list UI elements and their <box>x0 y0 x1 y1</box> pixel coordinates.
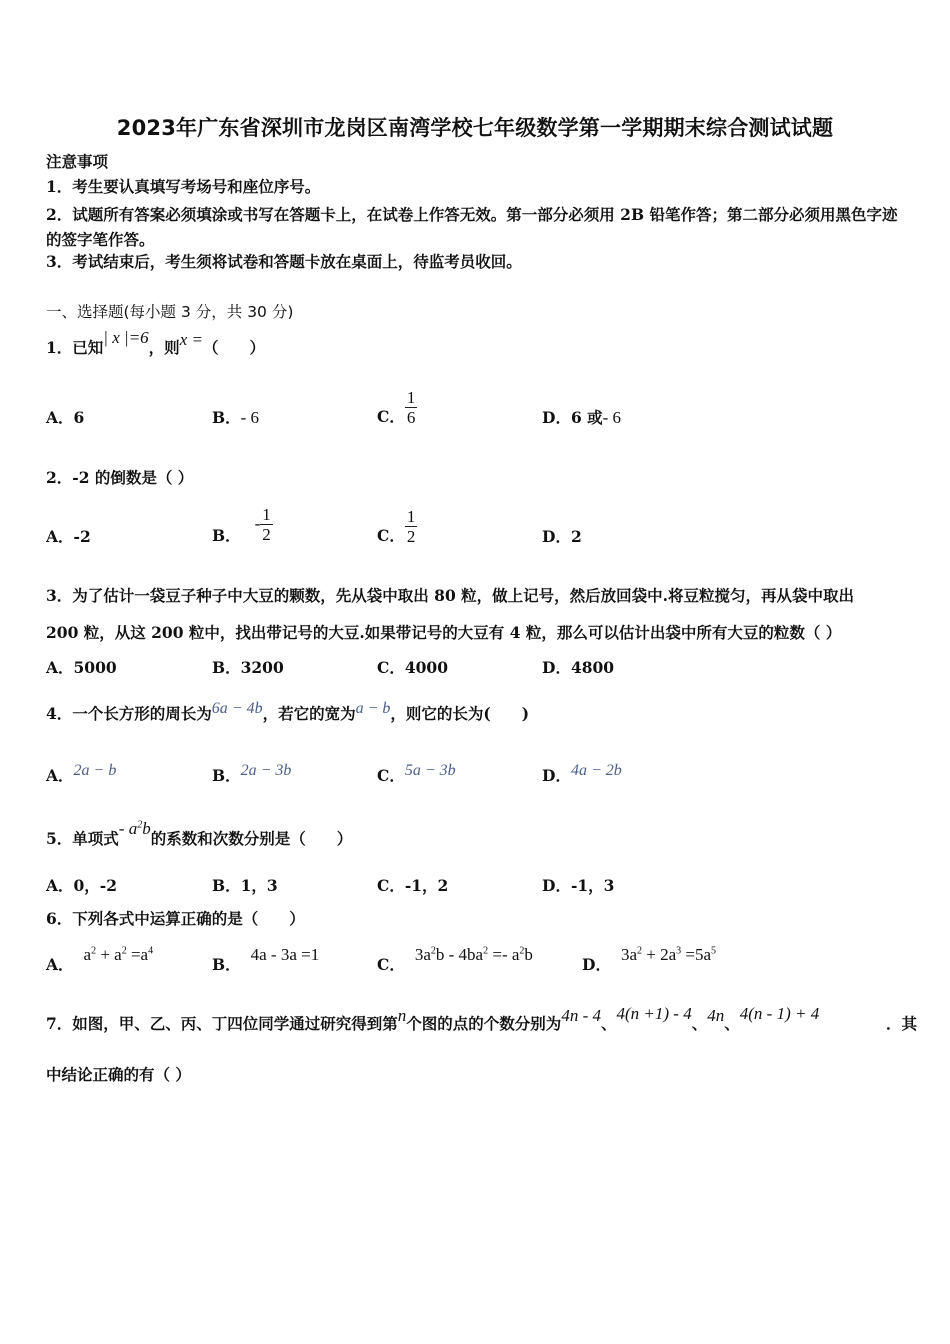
q1-option-a: A．6 <box>46 408 85 427</box>
q7-sep-3: 、 <box>724 1014 740 1033</box>
q7-mid: 个图的点的个数分别为 <box>406 1014 562 1033</box>
q1-option-d <box>542 408 621 428</box>
q7-expr-4: 4(n - 1) + 4 <box>739 1004 820 1023</box>
question-2: 2．-2 的倒数是（ ） <box>46 468 194 487</box>
q5-option-a: A．0，-2 <box>46 876 118 895</box>
q1-suffix: （ ） <box>202 338 265 357</box>
q6-option-a <box>46 945 154 975</box>
q7-tail: ．其 <box>886 1014 918 1033</box>
q4-option-d <box>542 762 622 787</box>
q2-c-fraction <box>405 507 418 546</box>
q1-b-value: - 6 <box>240 408 260 427</box>
q2-option-c <box>377 507 417 546</box>
q1-c-fraction <box>405 388 418 427</box>
page-title: 2023年广东省深圳市龙岗区南湾学校七年级数学第一学期期末综合测试试题 <box>116 116 834 140</box>
q1-d-label: D．6 或 <box>542 408 603 427</box>
notice-heading: 注意事项 <box>46 152 109 171</box>
q7-n: n <box>397 1006 407 1025</box>
question-1 <box>46 328 265 358</box>
question-3-line-1: 3．为了估计一袋豆子种子中大豆的颗数，先从袋中取出 80 粒，做上记号，然后放回袋中.将豆粒搅匀，再从袋中取出 <box>46 586 855 605</box>
q6-d-expr: $3a^2 + 2a^3 =5a^5$ <box>620 945 717 964</box>
q2-b-numerator: 1 <box>262 505 271 524</box>
q1-c-denominator: 6 <box>406 408 416 427</box>
q5-monomial-exponent: 2 <box>137 819 143 831</box>
q6-b-expr: 4a - 3a =1 <box>250 945 320 964</box>
q1-x-expr: x = <box>179 330 203 349</box>
q6-c-label: C． <box>377 955 405 974</box>
q5-prefix: 5．单项式 <box>46 829 119 848</box>
q3-option-d: D．4800 <box>542 658 615 677</box>
q5-option-d: D．-1，3 <box>542 876 615 895</box>
q5-option-c: C．-1，2 <box>377 876 449 895</box>
q2-b-sign: - <box>254 513 261 533</box>
q1-prefix: 1．已知 <box>46 338 104 357</box>
q3-option-b: B．3200 <box>212 658 284 677</box>
q4-d-label: D． <box>542 766 571 785</box>
q6-b-label: B． <box>212 955 241 974</box>
q3-option-a: A．5000 <box>46 658 117 677</box>
q7-sep-2: 、 <box>691 1014 708 1033</box>
q3-option-c: C．4000 <box>377 658 448 677</box>
q5-monomial-tail: b <box>142 819 151 838</box>
q2-c-denominator: 2 <box>406 527 416 546</box>
q7-expr-3: 4n <box>707 1006 725 1025</box>
q4-c-label: C． <box>377 766 405 785</box>
question-7-line-2: 中结论正确的有（ ） <box>46 1065 191 1084</box>
q4-a-expr: 2a − b <box>73 762 117 779</box>
notice-item-1: 1．考生要认真填写考场号和座位序号。 <box>46 177 321 196</box>
q7-expr-2: 4(n +1) - 4 <box>616 1004 692 1023</box>
q4-width-expr: a − b <box>355 700 391 717</box>
q4-d-expr: 4a − 2b <box>570 762 622 779</box>
q6-option-b <box>212 945 320 975</box>
q5-option-b: B．1，3 <box>212 876 278 895</box>
q5-suffix: 的系数和次数分别是（ ） <box>150 829 353 848</box>
q1-d-value: - 6 <box>602 408 622 427</box>
q7-sep-1: 、 <box>600 1014 617 1033</box>
q4-option-c <box>377 762 456 787</box>
q4-c-expr: 5a − 3b <box>404 762 456 779</box>
q5-monomial <box>119 819 151 838</box>
q1-abs-expr: | x |=6 <box>103 328 149 347</box>
q7-expr-1: 4n - 4 <box>561 1006 601 1025</box>
q4-b-label: B． <box>212 766 241 785</box>
q4-prefix: 4．一个长方形的周长为 <box>46 704 212 723</box>
q6-c-expr: $3a^2b - 4ba^2 =- a^2b$ <box>414 945 533 964</box>
q4-suffix: ，则它的长为( ) <box>390 704 530 723</box>
q6-a-expr: $a^2 + a^2 =a^4$ <box>83 945 154 964</box>
q4-b-expr: 2a − 3b <box>240 762 292 779</box>
q6-option-d <box>582 945 717 975</box>
q1-c-label: C． <box>377 406 405 426</box>
q1-option-c <box>377 388 417 427</box>
q7-prefix: 7．如图，甲、乙、丙、丁四位同学通过研究得到第 <box>46 1014 398 1033</box>
section-heading: 一、选择题(每小题 3 分，共 30 分) <box>46 303 294 321</box>
q5-monomial-base: - a <box>118 819 138 838</box>
question-6: 6．下列各式中运算正确的是（ ） <box>46 909 305 928</box>
q2-b-label: B． <box>212 525 241 545</box>
q2-b-denominator: 2 <box>262 525 271 544</box>
q1-b-label: B． <box>212 408 241 427</box>
q6-d-label: D． <box>582 955 611 974</box>
q1-option-b <box>212 408 259 428</box>
q4-option-b <box>212 762 292 787</box>
question-5 <box>46 819 353 849</box>
q4-a-label: A． <box>46 766 74 785</box>
q1-c-numerator: 1 <box>406 388 416 407</box>
q2-option-b <box>212 505 273 544</box>
q2-option-a: A．-2 <box>46 527 91 546</box>
q2-b-fraction <box>260 505 273 544</box>
q2-c-numerator: 1 <box>406 507 416 526</box>
question-3-line-2: 200 粒，从这 200 粒中，找出带记号的大豆.如果带记号的大豆有 4 粒，那么可以估计出袋中所有大豆的粒数（ ） <box>46 623 842 642</box>
question-7 <box>46 1004 820 1034</box>
q4-mid: ，若它的宽为 <box>262 704 356 723</box>
notice-item-3: 3．考试结束后，考生须将试卷和答题卡放在桌面上，待监考员收回。 <box>46 252 522 271</box>
q2-option-d: D．2 <box>542 527 582 546</box>
question-4 <box>46 700 530 725</box>
q4-perimeter-expr: 6a − 4b <box>211 700 263 717</box>
q6-a-label: A． <box>46 955 74 974</box>
q2-c-label: C． <box>377 525 405 545</box>
q6-option-c <box>377 945 533 975</box>
q1-mid: ，则 <box>148 338 180 357</box>
notice-item-2: 2．试题所有答案必须填涂或书写在答题卡上，在试卷上作答无效。第一部分必须用 2B 铅笔作答；第二部分必须用黑色字迹的签字笔作答。 <box>46 205 898 249</box>
q4-option-a <box>46 762 117 787</box>
